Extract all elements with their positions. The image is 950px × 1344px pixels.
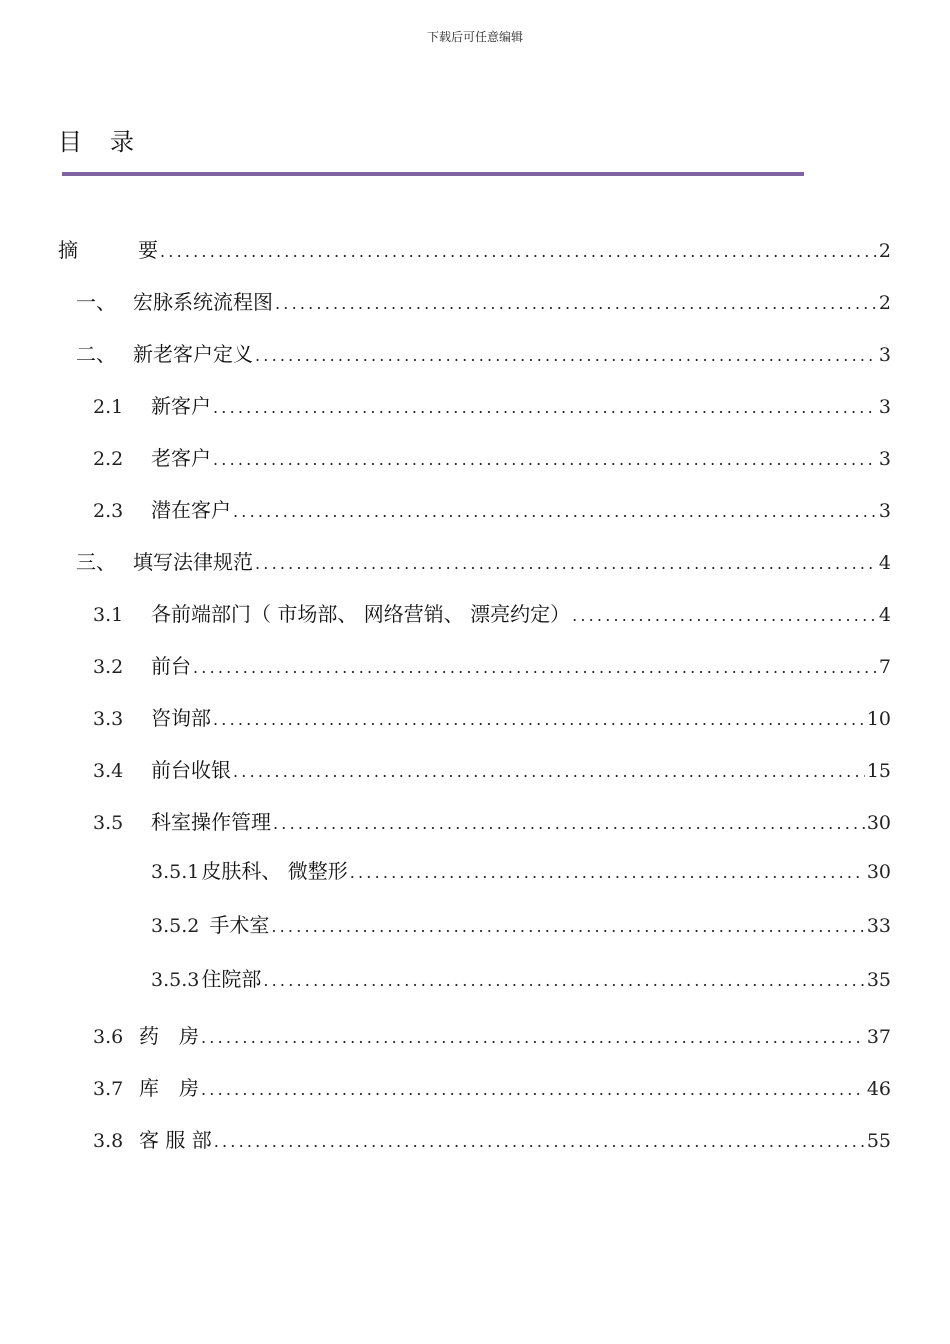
toc-entry-page: 2	[878, 240, 891, 262]
toc-entry-number: 3.6	[93, 1026, 124, 1048]
toc-entry-label: 药 房	[139, 1024, 199, 1048]
leader-dots	[233, 499, 877, 525]
leader-dots	[213, 395, 877, 421]
toc-entry-page: 7	[878, 656, 891, 678]
toc-entry-label: 前台收银	[151, 758, 231, 782]
toc-entry-number: 3.5.2	[151, 915, 200, 937]
leader-dots	[273, 811, 865, 837]
toc-entry-label: 各前端部门（ 市场部、 网络营销、 漂亮约定）	[151, 602, 571, 626]
toc-entry-page: 33	[866, 915, 891, 937]
leader-dots	[213, 447, 877, 473]
toc-entry-number: 二、	[76, 342, 116, 366]
toc-entry-page: 3	[878, 344, 891, 366]
toc-entry-label: 住院部	[201, 967, 262, 991]
toc-entry-page: 10	[866, 708, 891, 730]
toc-entry-number: 3.3	[93, 708, 124, 730]
toc-entry-3[interactable]	[76, 549, 891, 577]
toc-entry-3-5-3[interactable]	[151, 966, 891, 994]
leader-dots	[350, 860, 865, 886]
toc-entry-3-5[interactable]	[93, 809, 891, 837]
leader-dots	[233, 759, 865, 785]
toc-entry-page: 46	[866, 1078, 891, 1100]
toc-entry-3-3[interactable]	[93, 705, 891, 733]
toc-entry-3-5-2[interactable]	[151, 912, 891, 940]
toc-entry-2-2[interactable]	[93, 445, 891, 473]
leader-dots	[572, 603, 877, 629]
toc-entry-3-4[interactable]	[93, 757, 891, 785]
toc-entry-page: 3	[878, 448, 891, 470]
leader-dots	[213, 707, 865, 733]
toc-entry-number: 2.2	[93, 448, 124, 470]
leader-dots	[201, 1025, 865, 1051]
toc-entry-label: 新老客户定义	[133, 342, 253, 366]
toc-entry-label: 皮肤科、 微整形	[201, 859, 348, 883]
toc-entry-page: 37	[866, 1026, 891, 1048]
toc-entry-3-7[interactable]	[93, 1075, 891, 1103]
toc-entry-page: 35	[866, 969, 891, 991]
toc-entry-page: 30	[866, 812, 891, 834]
toc-entry-label: 咨询部	[151, 706, 211, 730]
toc-entry-2-1[interactable]	[93, 393, 891, 421]
toc-entry-number: 3.8	[93, 1130, 124, 1152]
toc-entry-page: 3	[878, 500, 891, 522]
toc-entry-number: 2.1	[93, 396, 124, 418]
toc-entry-2-3[interactable]	[93, 497, 891, 525]
leader-dots	[193, 655, 877, 681]
toc-entry-page: 4	[878, 604, 891, 626]
toc-entry-2[interactable]	[76, 341, 891, 369]
toc-entry-label: 库 房	[139, 1076, 199, 1100]
toc-entry-label: 填写法律规范	[133, 550, 253, 574]
toc-entry-label: 手术室	[209, 913, 270, 937]
leader-dots	[255, 551, 877, 577]
toc-entry-label: 客 服 部	[139, 1128, 212, 1152]
leader-dots	[160, 239, 877, 265]
toc-entry-number: 3.7	[93, 1078, 124, 1100]
toc-entry-page: 4	[878, 552, 891, 574]
toc-entry-number: 3.5	[93, 812, 124, 834]
toc-entry-label: 潜在客户	[151, 498, 231, 522]
leader-dots	[214, 1129, 865, 1155]
toc-entry-label: 老客户	[151, 446, 211, 470]
toc-entry-3-5-1[interactable]	[151, 858, 891, 886]
toc-entry-page: 15	[866, 760, 891, 782]
header-note: 下载后可任意编辑	[426, 30, 523, 44]
toc-entry-page: 55	[866, 1130, 891, 1152]
leader-dots	[275, 291, 877, 317]
leader-dots	[263, 968, 864, 994]
toc-entry-label: 新客户	[151, 394, 211, 418]
toc-entry-number: 三、	[76, 550, 116, 574]
toc-entry-label: 宏脉系统流程图	[133, 290, 273, 314]
leader-dots	[255, 343, 877, 369]
toc-entry-number: 2.3	[93, 500, 124, 522]
toc-entry-number: 3.2	[93, 656, 124, 678]
toc-entry-1[interactable]	[76, 289, 891, 317]
leader-dots	[271, 914, 864, 940]
toc-entry-3-6[interactable]	[93, 1023, 891, 1051]
toc-entry-page: 30	[866, 861, 891, 883]
toc-entry-3-1[interactable]	[93, 601, 891, 629]
toc-entry-number: 3.1	[93, 604, 124, 626]
toc-entry-3-8[interactable]	[93, 1127, 891, 1155]
toc-entry-number: 一、	[76, 290, 116, 314]
toc-entry-label: 摘 要	[58, 238, 158, 262]
toc-entry-page: 2	[878, 292, 891, 314]
toc-entry-number: 3.5.1	[151, 861, 200, 883]
toc-entry-label: 前台	[151, 654, 191, 678]
toc-entry-number: 3.5.3	[151, 969, 200, 991]
toc-entry-abstract[interactable]	[58, 237, 891, 265]
toc-entry-label: 科室操作管理	[151, 810, 271, 834]
toc-entry-number: 3.4	[93, 760, 124, 782]
toc-entry-3-2[interactable]	[93, 653, 891, 681]
leader-dots	[201, 1077, 865, 1103]
toc-title: 目 录	[58, 128, 136, 156]
toc-entry-page: 3	[878, 396, 891, 418]
